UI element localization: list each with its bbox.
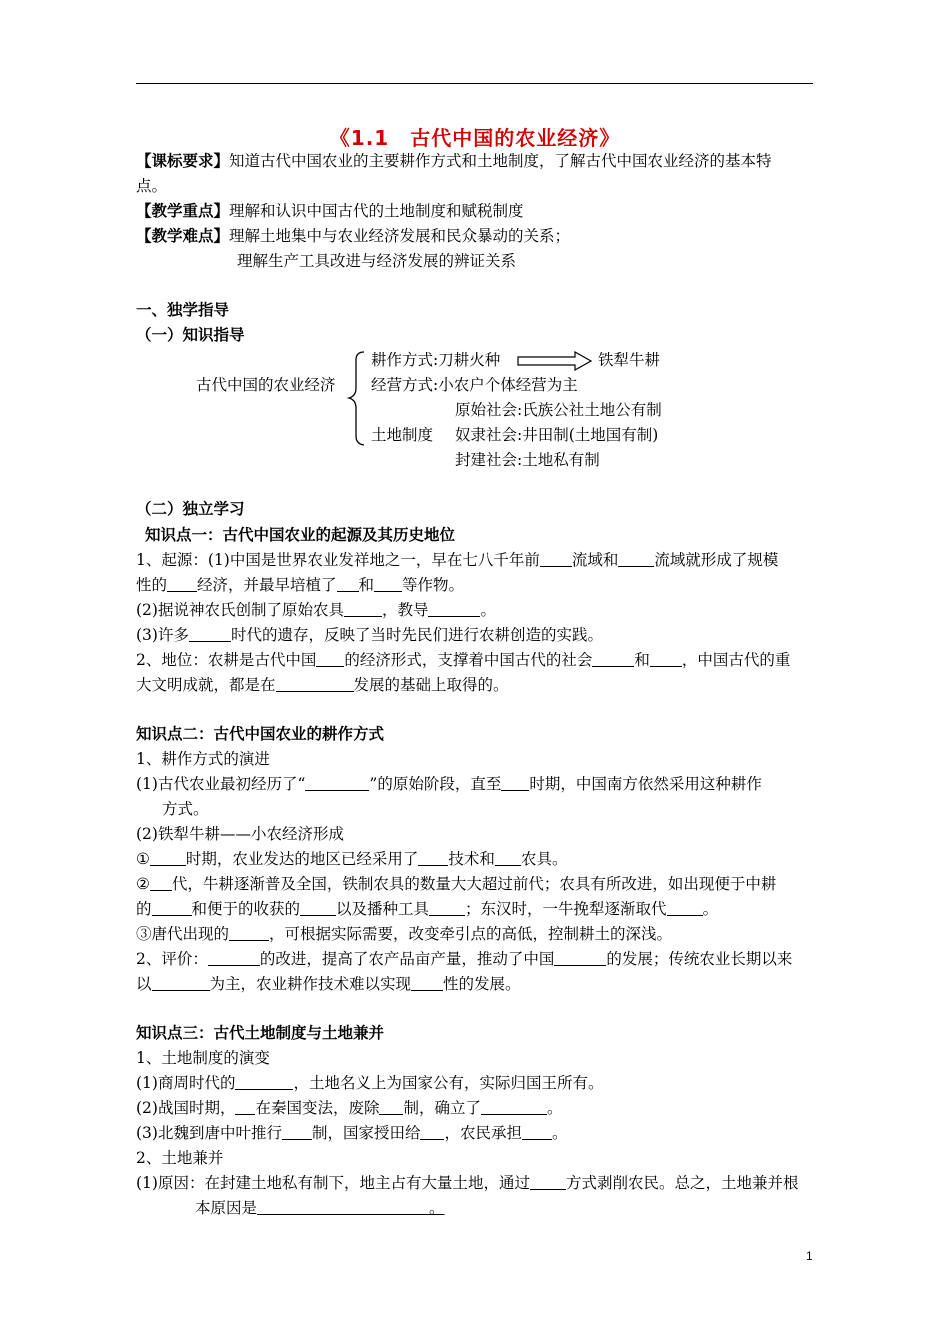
text-segment: 性的发展。 [443, 975, 521, 993]
diagram-land-slave: 奴隶社会:井田制(土地国有制) [455, 426, 659, 444]
text-segment: 时期，农业发达的地区已经采用了 [185, 850, 419, 868]
text-segment: 和便于的收获的 [191, 900, 301, 918]
fill-blank[interactable] [411, 974, 443, 991]
text-segment: 为主，农业耕作技术难以实现 [209, 975, 412, 993]
fill-blank[interactable] [420, 1123, 444, 1140]
kp2-line-5 [136, 848, 567, 870]
text-segment: (3)北魏到唐中叶推行 [136, 1124, 282, 1142]
section-heading: 一、独学指导 [136, 301, 230, 319]
diagram-land-primitive: 原始社会:氏族公社土地公有制 [455, 401, 662, 419]
kp1-line-3 [136, 599, 496, 621]
text-segment: 2、评价： [136, 950, 208, 968]
kp1-title: 知识点一：古代中国农业的起源及其历史地位 [145, 526, 456, 544]
fill-blank[interactable] [379, 1098, 403, 1115]
fill-blank[interactable] [418, 849, 448, 866]
text-segment: (3)许多 [136, 626, 189, 644]
fill-blank[interactable] [667, 899, 703, 916]
fill-blank[interactable] [530, 1173, 566, 1190]
text-segment: 方式剥削农民。总之，土地兼并根 [565, 1174, 799, 1192]
fill-blank[interactable] [235, 1073, 293, 1090]
kp3-title: 知识点三：古代土地制度与土地兼并 [136, 1024, 385, 1042]
kp3-line-1: 1、土地制度的演变 [136, 1049, 270, 1067]
requirements-line [136, 150, 772, 172]
text-segment: (1)商周时代的 [136, 1074, 236, 1092]
kp2-line-6 [136, 873, 776, 895]
text-segment: 和 [634, 651, 650, 669]
kp2-line-1: 1、耕作方式的演进 [136, 750, 270, 768]
fill-blank[interactable] [428, 600, 480, 617]
text-segment: 的经济形式，支撑着中国古代的社会 [344, 651, 593, 669]
fill-blank[interactable] [229, 924, 269, 941]
text-segment: 时期，中国南方依然采用这种耕作 [529, 775, 762, 793]
text-segment: 。 [480, 601, 496, 619]
page-number: 1 [806, 1249, 813, 1263]
fill-blank[interactable] [167, 575, 197, 592]
kp2-line-10 [136, 973, 521, 995]
fill-blank[interactable] [540, 550, 572, 567]
text-segment: (1)原因：在封建土地私有制下，地主占有大量土地，通过 [136, 1174, 530, 1192]
fill-blank[interactable] [150, 849, 186, 866]
fill-blank[interactable] [344, 600, 382, 617]
fill-blank[interactable] [276, 675, 354, 692]
focus-label: 【教学重点】 [136, 202, 230, 220]
text-segment: 本原因是 [195, 1199, 258, 1217]
difficulty-label: 【教学难点】 [136, 227, 230, 245]
fill-blank[interactable] [257, 1198, 429, 1215]
kp3-line-5: 2、土地兼并 [136, 1149, 224, 1167]
subsection-heading-2: （二）独立学习 [136, 500, 245, 518]
text-segment: (1)古代农业最初经历了“ [136, 775, 306, 793]
text-segment: ，土地名义上为国家公有，实际归国王所有。 [293, 1074, 604, 1092]
arrow-right-icon [517, 351, 593, 371]
fill-blank[interactable] [150, 874, 172, 891]
text-segment: 的 [136, 900, 152, 918]
fill-blank[interactable] [282, 1123, 312, 1140]
difficulty-line-2 [237, 250, 516, 272]
text-segment: 2、地位：农耕是古代中国 [136, 651, 317, 669]
kp1-line-1 [136, 549, 778, 571]
text-segment: 流域就形成了规模 [654, 551, 779, 569]
diagram-root: 古代中国的农业经济 [196, 376, 336, 394]
text-segment: 发展的基础上取得的。 [353, 676, 509, 694]
kp2-title: 知识点二：古代中国农业的耕作方式 [136, 725, 385, 743]
fill-blank[interactable] [189, 625, 231, 642]
text-segment: ，教导 [381, 601, 429, 619]
text-segment: 以 [136, 975, 152, 993]
header-rule [136, 83, 813, 84]
text-segment: 的改进，提高了农产品亩产量，推动了中国 [259, 950, 555, 968]
requirements-line-2 [136, 175, 167, 197]
text-segment: ③唐代出现的 [136, 925, 230, 943]
difficulty-text-2: 理解生产工具改进与经济发展的辨证关系 [237, 252, 517, 270]
text-segment: (2)据说神农氏创制了原始农具 [136, 601, 344, 619]
text-segment: ② [136, 875, 150, 893]
text-segment: 技术和 [448, 850, 495, 868]
kp2-line-8 [136, 923, 672, 945]
text-segment: 。 [429, 1199, 445, 1217]
kp2-line-7 [136, 898, 718, 920]
kp3-line-3 [136, 1097, 563, 1119]
diagram-farming: 耕作方式:刀耕火种 [371, 351, 501, 369]
kp3-line-4 [136, 1122, 568, 1144]
fill-blank[interactable] [316, 650, 344, 667]
fill-blank[interactable] [300, 899, 336, 916]
fill-blank[interactable] [481, 1098, 547, 1115]
kp1-line-5 [136, 649, 790, 671]
fill-blank[interactable] [152, 899, 192, 916]
fill-blank[interactable] [305, 774, 369, 791]
fill-blank[interactable] [592, 650, 634, 667]
subsection-heading-1: （一）知识指导 [136, 326, 245, 344]
text-segment: ；东汉时，一牛挽犁逐渐取代 [465, 900, 667, 918]
kp1-line-2 [136, 574, 464, 596]
text-segment: 。 [552, 1124, 568, 1142]
text-segment: 制，国家授田给 [311, 1124, 421, 1142]
fill-blank[interactable] [650, 650, 682, 667]
fill-blank[interactable] [501, 774, 529, 791]
text-segment: ，中国古代的重 [681, 651, 791, 669]
focus-line [136, 200, 524, 222]
requirements-text-2: 点。 [136, 177, 168, 195]
kp1-line-4 [136, 624, 603, 646]
text-segment: 制，确立了 [403, 1099, 481, 1117]
text-segment: 。 [702, 900, 719, 918]
diagram-land-feudal: 封建社会:土地私有制 [455, 451, 600, 469]
diagram-land-label: 土地制度 [371, 426, 434, 444]
text-segment: 性的 [136, 576, 168, 594]
text-segment: 时代的遗存，反映了当时先民们进行农耕创造的实践。 [230, 626, 603, 644]
kp1-line-6 [136, 674, 509, 696]
kp2-line-4: (2)铁犁牛耕——小农经济形成 [136, 825, 344, 843]
text-segment: ”的原始阶段，直至 [369, 775, 502, 793]
text-segment: 以及播种工具 [336, 900, 430, 918]
fill-blank[interactable] [208, 949, 260, 966]
text-segment: ，可根据实际需要，改变牵引点的高低，控制耕土的深浅。 [269, 925, 673, 943]
diagram-farming-target: 铁犁牛耕 [598, 351, 661, 369]
difficulty-text: 理解土地集中与农业经济发展和民众暴动的关系； [229, 227, 571, 245]
text-segment: 农具。 [520, 850, 568, 868]
fill-blank[interactable] [337, 575, 359, 592]
kp2-line-9 [136, 948, 792, 970]
text-segment: 和 [358, 576, 375, 594]
fill-blank[interactable] [618, 550, 654, 567]
fill-blank[interactable] [374, 575, 402, 592]
requirements-label: 【课标要求】 [136, 152, 230, 170]
kp3-line-2 [136, 1072, 603, 1094]
requirements-text: 知道古代中国农业的主要耕作方式和土地制度，了解古代中国农业经济的基本特 [229, 152, 772, 170]
fill-blank[interactable] [429, 899, 465, 916]
fill-blank[interactable] [235, 1098, 255, 1115]
text-segment: 在秦国变法，废除 [255, 1099, 380, 1117]
text-segment: 。 [547, 1099, 563, 1117]
text-segment: 代，牛耕逐渐普及全国，铁制农具的数量大大超过前代；农具有所改进，如出现便于中耕 [171, 875, 777, 893]
text-segment: 的发展；传统农业长期以来 [606, 950, 793, 968]
text-segment: ，农民承担 [444, 1124, 522, 1142]
text-segment: 1、起源：(1)中国是世界农业发祥地之一，早在七八千年前 [136, 551, 540, 569]
kp3-line-6 [136, 1172, 798, 1194]
kp2-line-2 [136, 773, 762, 795]
text-segment: 大文明成就，都是在 [136, 676, 276, 694]
diagram-management: 经营方式:小农户个体经营为主 [371, 376, 578, 394]
text-segment: 等作物。 [402, 576, 465, 594]
difficulty-line [136, 225, 570, 247]
text-segment: 经济，并最早培植了 [197, 576, 337, 594]
curly-brace-icon [346, 350, 368, 448]
fill-blank[interactable] [152, 974, 210, 991]
text-segment: (2)战国时期， [136, 1099, 236, 1117]
page-title: 《1.1 古代中国的农业经济》 [329, 126, 621, 150]
text-segment: 流域和 [571, 551, 619, 569]
kp2-line-3: 方式。 [162, 800, 209, 818]
fill-blank[interactable] [522, 1123, 552, 1140]
fill-blank[interactable] [554, 949, 606, 966]
fill-blank[interactable] [495, 849, 521, 866]
kp3-line-7 [195, 1197, 445, 1219]
text-segment: ① [136, 850, 150, 868]
focus-text: 理解和认识中国古代的土地制度和赋税制度 [229, 202, 524, 220]
